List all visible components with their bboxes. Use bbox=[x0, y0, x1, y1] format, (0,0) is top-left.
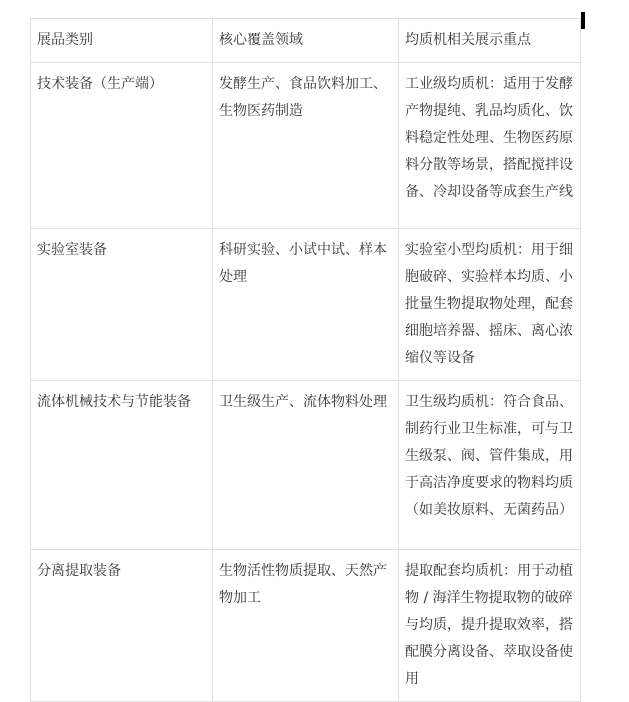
cell-category: 实验室装备 bbox=[31, 229, 213, 381]
cell-coverage: 卫生级生产、流体物料处理 bbox=[213, 381, 399, 550]
cell-category: 分离提取装备 bbox=[31, 550, 213, 702]
cell-coverage: 科研实验、小试中试、样本处理 bbox=[213, 229, 399, 381]
cell-category: 技术装备（生产端） bbox=[31, 63, 213, 229]
table-row bbox=[31, 229, 581, 381]
cell-coverage: 发酵生产、食品饮料加工、生物医药制造 bbox=[213, 63, 399, 229]
header-cell-coverage: 核心覆盖领域 bbox=[213, 19, 399, 63]
cell-category: 流体机械技术与节能装备 bbox=[31, 381, 213, 550]
cell-focus: 提取配套均质机：用于动植物 / 海洋生物提取物的破碎与均质，提升提取效率，搭配膜分离设备、萃取设备使用 bbox=[399, 550, 581, 702]
header-cell-focus: 均质机相关展示重点 bbox=[399, 19, 581, 63]
header-cell-category: 展品类别 bbox=[31, 19, 213, 63]
table-header-row bbox=[31, 19, 581, 63]
table-row bbox=[31, 381, 581, 550]
table-row bbox=[31, 550, 581, 702]
cell-focus: 实验室小型均质机：用于细胞破碎、实验样本均质、小批量生物提取物处理，配套细胞培养器、摇床、离心浓缩仪等设备 bbox=[399, 229, 581, 381]
cell-focus: 卫生级均质机：符合食品、制药行业卫生标准，可与卫生级泵、阀、管件集成，用于高洁净度要求的物料均质（如美妆原料、无菌药品） bbox=[399, 381, 581, 550]
cell-focus: 工业级均质机：适用于发酵产物提纯、乳品均质化、饮料稳定性处理、生物医药原料分散等场景，搭配搅拌设备、冷却设备等成套生产线 bbox=[399, 63, 581, 229]
cell-coverage: 生物活性物质提取、天然产物加工 bbox=[213, 550, 399, 702]
exhibit-table bbox=[30, 18, 581, 702]
text-cursor-icon bbox=[581, 12, 585, 29]
table-row bbox=[31, 63, 581, 229]
